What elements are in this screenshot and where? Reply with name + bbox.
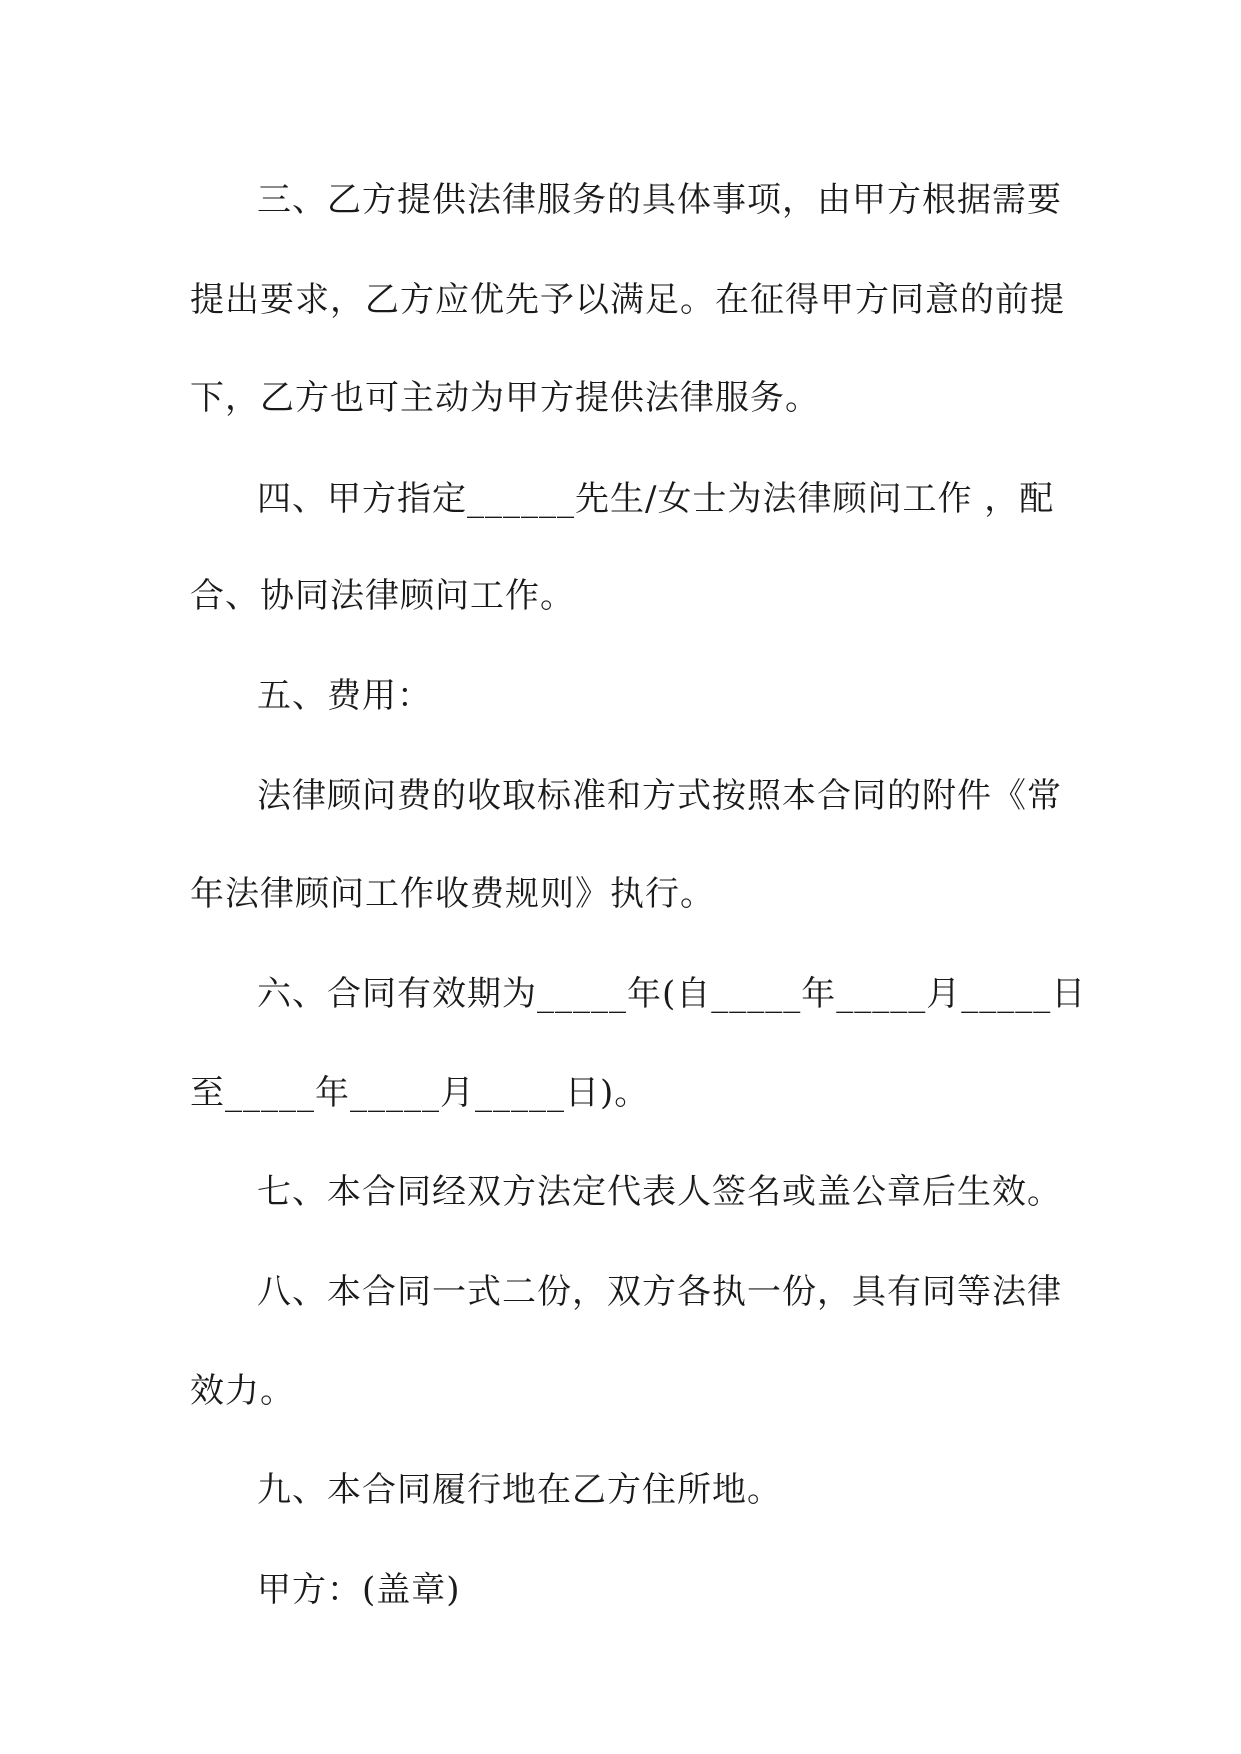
clause-7-line-1: 七、本合同经双方法定代表人签名或盖公章后生效。: [257, 1172, 1062, 1212]
clause-8-line-1: 八、本合同一式二份，双方各执一份，具有同等法律: [257, 1272, 1062, 1312]
clause-8-line-2: 效力。: [190, 1371, 295, 1411]
clause-3-line-2: 提出要求，乙方应优先予以满足。在征得甲方同意的前提: [190, 280, 1065, 320]
clause-4-line-1: 四、甲方指定______先生/女士为法律顾问工作 ，配: [257, 479, 1055, 519]
clause-5-heading: 五、费用：: [257, 676, 432, 716]
clause-3-line-3: 下，乙方也可主动为甲方提供法律服务。: [190, 378, 820, 418]
clause-5-line-1: 法律顾问费的收取标准和方式按照本合同的附件《常: [257, 776, 1062, 816]
clause-4-line-2: 合、协同法律顾问工作。: [190, 576, 575, 616]
party-a-seal-line: 甲方：(盖章): [257, 1570, 461, 1610]
clause-6-line-1: 六、合同有效期为_____年(自_____年_____月_____日: [257, 974, 1087, 1014]
clause-6-line-2: 至_____年_____月_____日)。: [190, 1073, 650, 1113]
clause-9-line-1: 九、本合同履行地在乙方住所地。: [257, 1470, 782, 1510]
clause-5-line-2: 年法律顾问工作收费规则》执行。: [190, 874, 715, 914]
clause-3-line-1: 三、乙方提供法律服务的具体事项，由甲方根据需要: [257, 180, 1062, 220]
